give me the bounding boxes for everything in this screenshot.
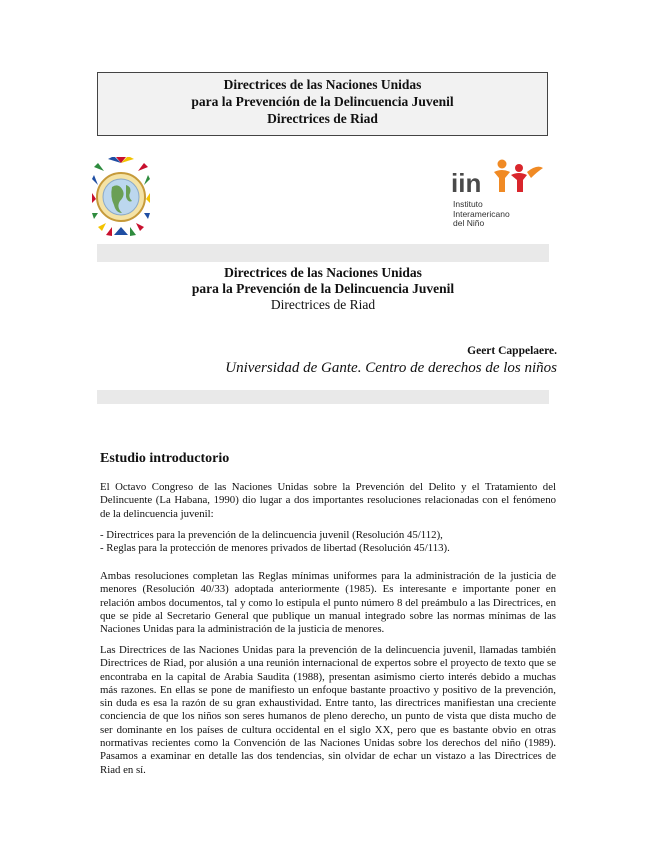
paragraph-reglas: Ambas resoluciones completan las Reglas mínimas uniformes para la administración de la justicia de menores (Resolución 40/33) adoptada anteriormente (1985). Es interesante e importante poner en relación ambos documentos, tal y como lo estipula el punto número 8 del preámbulo a las Directrices, en que se pide al Secretario General que publique un manual integrado sobre las normas mínimas de las Naciones Unidas para la administración de la justicia de menores.	[100, 570, 556, 636]
divider-bar-bottom	[97, 390, 549, 404]
title-box	[97, 72, 548, 136]
subtitle-line-1: Directrices de las Naciones Unidas	[224, 265, 422, 280]
section-title: Estudio introductorio	[100, 451, 230, 466]
iin-line-1: Instituto	[453, 199, 483, 209]
iin-name	[453, 200, 510, 229]
divider-bar-top	[97, 244, 549, 262]
list-item: - Directrices para la prevención de la delincuencia juvenil (Resolución 45/112),	[100, 529, 443, 541]
list-item: - Reglas para la protección de menores privados de libertad (Resolución 45/113).	[100, 542, 450, 555]
title-line-1: Directrices de las Naciones Unidas	[223, 77, 422, 92]
iin-line-3: del Niño	[453, 218, 485, 228]
oas-emblem-logo	[92, 157, 150, 237]
title-line-3: Directrices de Riad	[267, 111, 378, 126]
iin-line-2: Interamericano	[453, 208, 510, 219]
resolution-list	[100, 529, 556, 556]
figures-icon	[494, 160, 543, 193]
iin-acronym: iin	[451, 168, 482, 198]
author-affiliation: Universidad de Gante. Centro de derechos de los niños	[225, 360, 557, 376]
paragraph-intro: El Octavo Congreso de las Naciones Unidas sobre la Prevención del Delito y el Tratamiento del Delincuente (La Habana, 1990) dio lugar a dos importantes resoluciones relacionadas con el fenómeno de la delincuencia juvenil:	[100, 481, 556, 520]
subtitle-line-2: para la Prevención de la Delincuencia Juvenil	[191, 281, 455, 296]
subtitle-block	[97, 265, 549, 313]
subtitle-line-3: Directrices de Riad	[270, 297, 376, 312]
title-line-2: para la Prevención de la Delincuencia Juvenil	[191, 94, 454, 109]
paragraph-directrices: Las Directrices de las Naciones Unidas para la prevención de la delincuencia juvenil, llamadas también Directrices de Riad, por alusión a una reunión internacional de expertos sobre el proyecto de texto que se encontraba en la capital de Arabia Saudita (1988), presentan asimismo cierto interés debido a muchas más razones. En ellas se pone de manifiesto un enfoque bastante proactivo y positivo de la prevención, sin duda es esa la razón de su gran exhaustividad. Entre tanto, las directrices manifiestan una creciente conciencia de que los niños son seres humanos de pleno derecho, un punto de vista que dista mucho de ser dominante en los países de cultura occidental en el siglo XX, pero que es bastante obvio en otras normativas recientes como la Convención de las Naciones Unidas sobre los derechos del niño (1989). Pasamos a examinar en detalle las dos tendencias, sin olvidar de echar un vistazo a las Directrices de Riad en sí.	[100, 644, 556, 776]
author-name: Geert Cappelaere.	[467, 345, 557, 357]
